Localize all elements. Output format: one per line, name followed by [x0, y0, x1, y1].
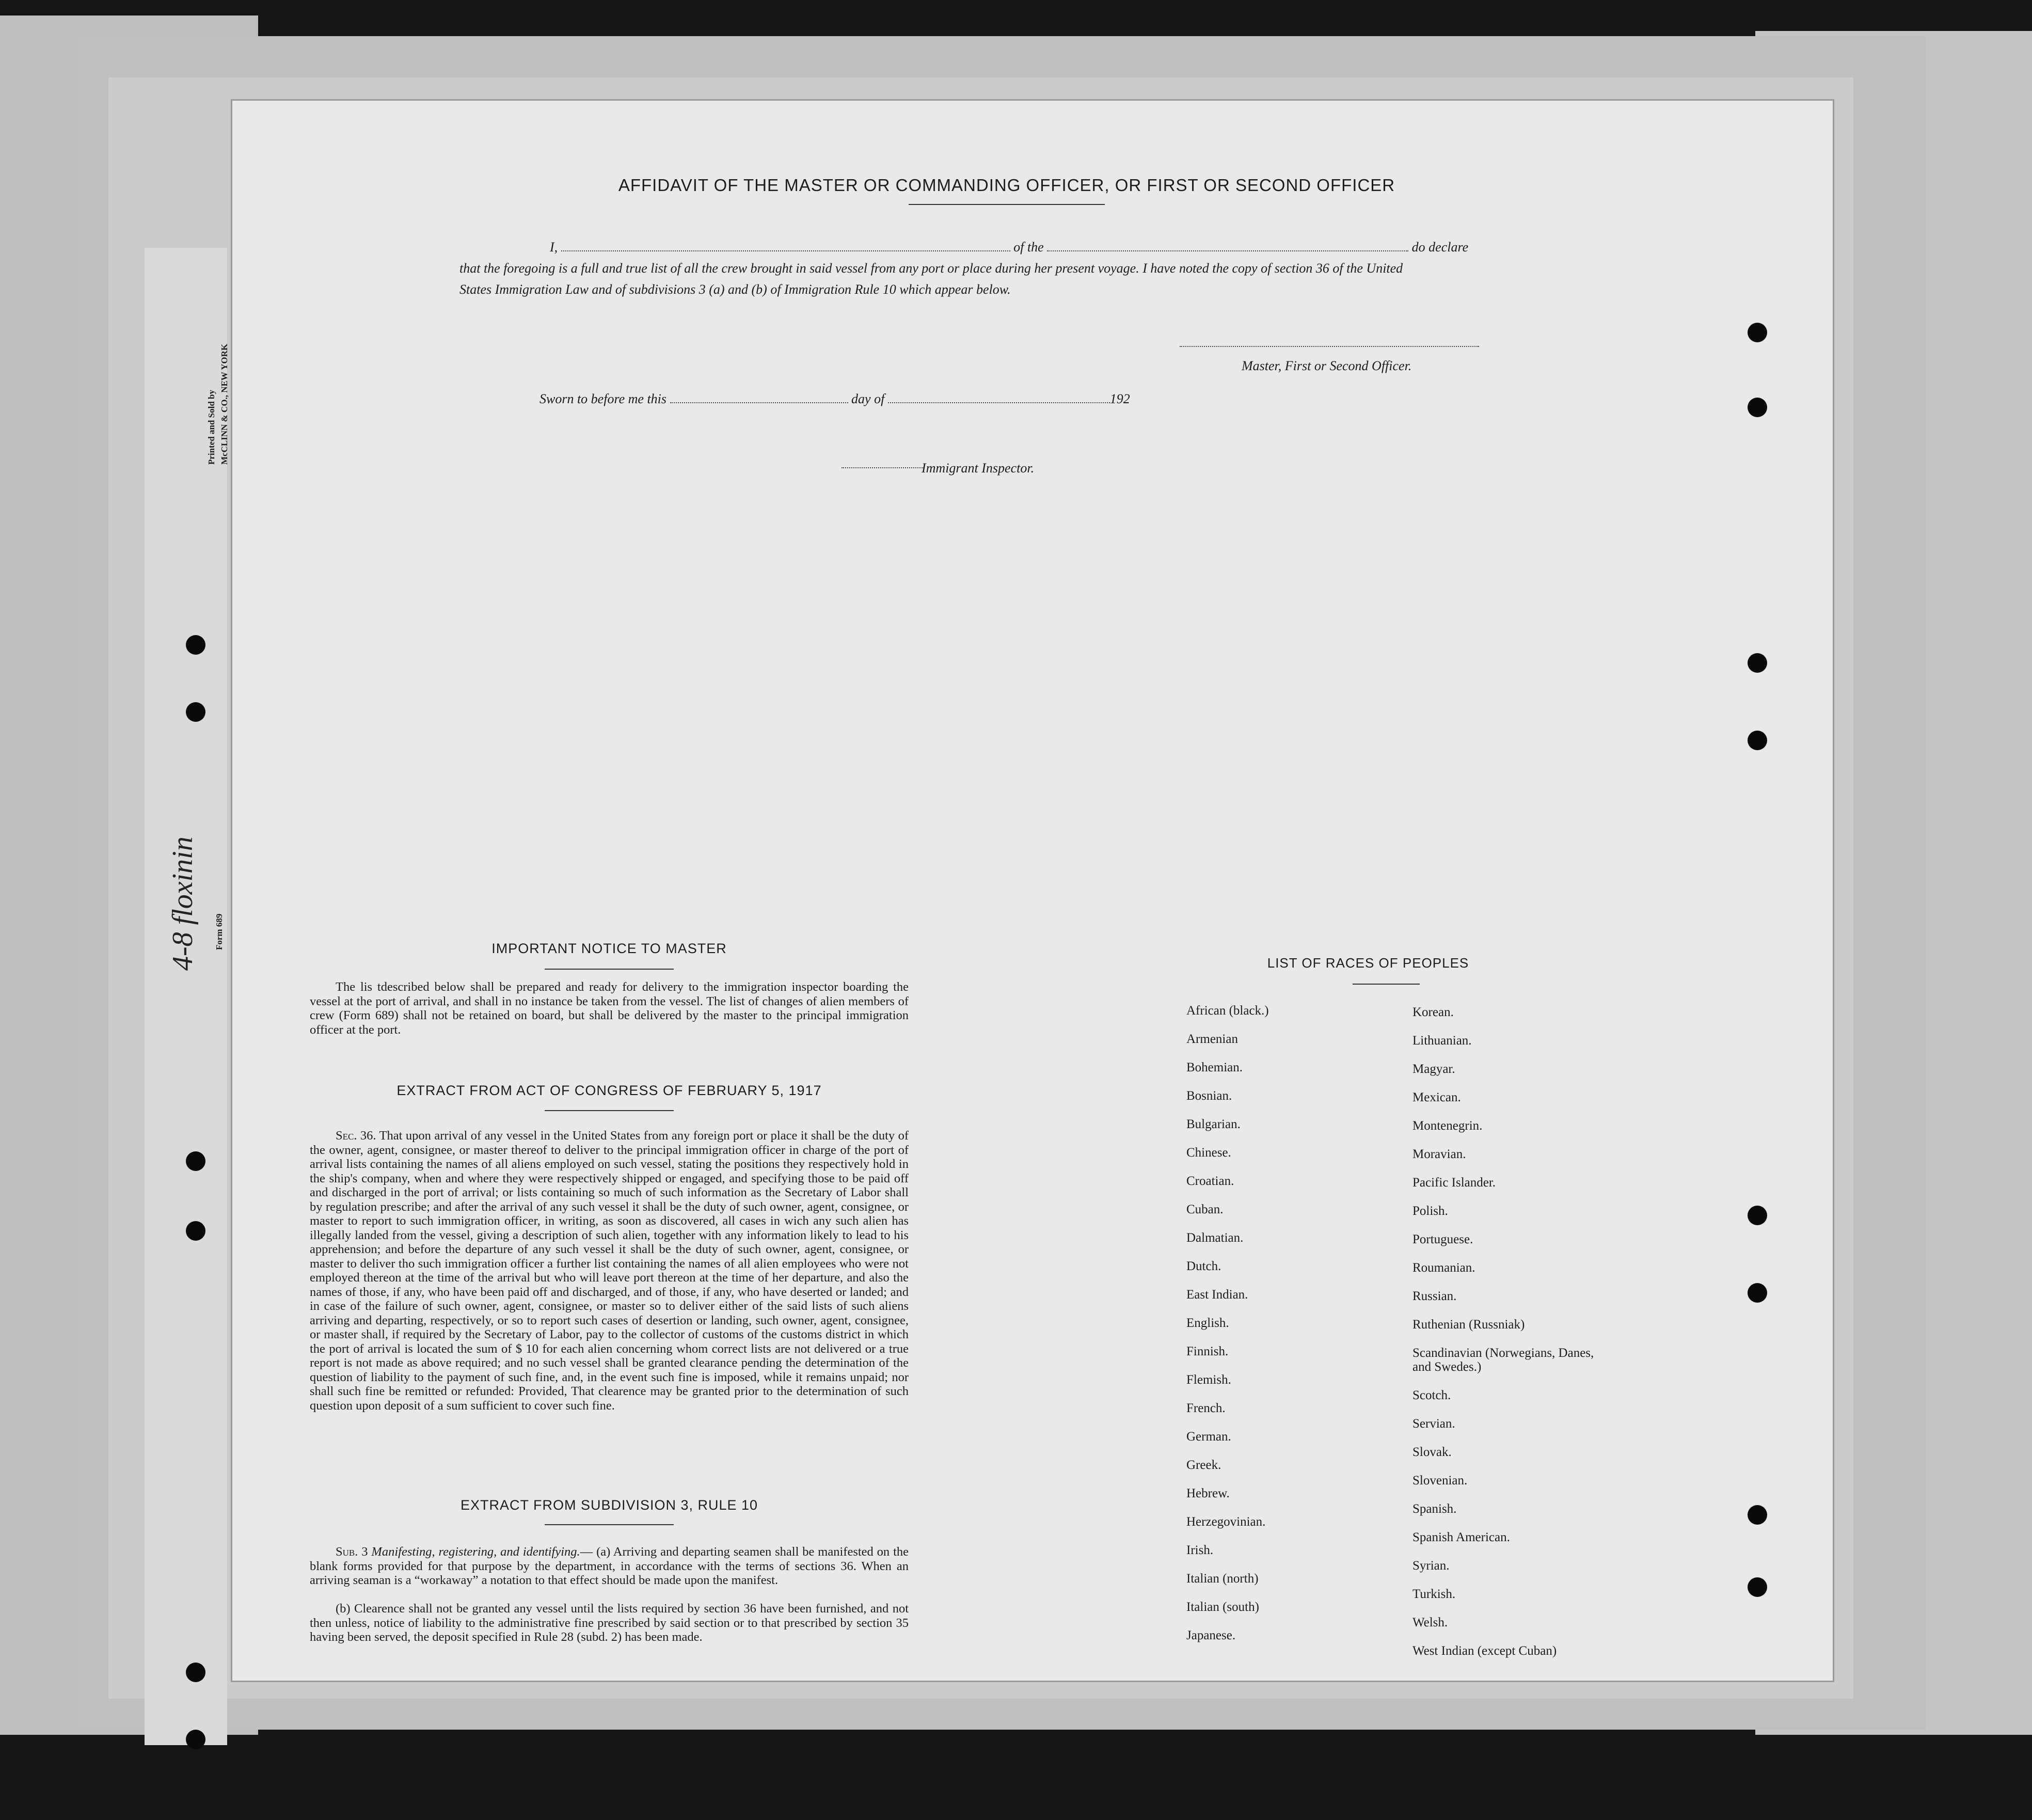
sub-label: Sub. 3 — [336, 1545, 368, 1559]
vessel-name-field[interactable] — [1047, 240, 1408, 251]
punch-hole — [1748, 323, 1767, 342]
notice-title: IMPORTANT NOTICE TO MASTER — [491, 941, 727, 956]
punch-hole — [1748, 1577, 1767, 1597]
section-label: Sec. 36. — [336, 1129, 376, 1143]
race-item: Chinese. — [1186, 1146, 1231, 1160]
race-item: Slovenian. — [1412, 1474, 1468, 1487]
punch-hole — [1748, 1505, 1767, 1525]
race-item: West Indian (except Cuban) — [1412, 1644, 1557, 1658]
punch-hole — [186, 1663, 205, 1682]
left-binding-strip — [145, 248, 227, 1745]
sworn-prefix: Sworn to before me this — [539, 391, 667, 406]
race-item: French. — [1186, 1401, 1226, 1415]
race-item: Herzegovinian. — [1186, 1515, 1266, 1529]
race-item: Mexican. — [1412, 1090, 1461, 1104]
race-item: Armenian — [1186, 1032, 1238, 1046]
race-item: Servian. — [1412, 1417, 1455, 1431]
affidavit-declaration-line — [550, 240, 1479, 255]
race-item: Greek. — [1186, 1458, 1221, 1472]
sworn-month-prefix: day of — [851, 391, 885, 406]
race-item: Ruthenian (Russniak) — [1412, 1318, 1525, 1332]
race-item: Montenegrin. — [1412, 1119, 1483, 1133]
master-signature-label: Master, First or Second Officer. — [1242, 358, 1412, 373]
races-right-column — [1412, 998, 1609, 1665]
printer-label: Printed and Sold by — [207, 389, 216, 465]
race-item: Magyar. — [1412, 1062, 1455, 1076]
rule-extract-text-b: (b) Clearence shall not be granted any vessel until the lists required by section 36 have been furnished, and not then unless, notice of liability to the administrative fine prescribed by said section or to that prescribed by section 35 having been served, the deposit specified in Rule 28 (subd. 2) has been made. — [310, 1602, 909, 1644]
race-item: Moravian. — [1412, 1147, 1466, 1161]
race-item: German. — [1186, 1430, 1231, 1444]
race-item: Bohemian. — [1186, 1061, 1243, 1074]
race-item: Italian (south) — [1186, 1600, 1259, 1614]
punch-hole — [186, 1151, 205, 1171]
race-item: East Indian. — [1186, 1288, 1248, 1302]
race-item: Spanish American. — [1412, 1530, 1510, 1544]
race-item: Flemish. — [1186, 1373, 1231, 1387]
punch-hole — [1748, 398, 1767, 417]
punch-hole — [186, 702, 205, 722]
race-item: Italian (north) — [1186, 1572, 1259, 1586]
declarant-prefix: I, — [550, 240, 558, 255]
races-title-rule — [1353, 984, 1420, 985]
inspector-label: Immigrant Inspector. — [922, 461, 1035, 476]
race-item: Polish. — [1412, 1204, 1448, 1218]
sub-text-a: — (a) Arriving and departing seamen shall be manifested on the blank forms provided for that purpose by the department, in accordance with the terms of sections 36. When an arriving seaman is a “workaway” a notation to that effect should be made upon the manifest. — [310, 1545, 909, 1587]
race-item: Hebrew. — [1186, 1486, 1230, 1500]
race-item: Slovak. — [1412, 1445, 1452, 1459]
race-item: Roumanian. — [1412, 1261, 1475, 1275]
rule-extract-rule — [545, 1524, 674, 1525]
race-item: Spanish. — [1412, 1502, 1457, 1516]
races-title: LIST OF RACES OF PEOPLES — [1267, 955, 1469, 971]
printer-name: McCLINN & CO., NEW YORK — [219, 343, 229, 465]
race-item: Syrian. — [1412, 1559, 1450, 1573]
declare-suffix: do declare — [1411, 240, 1469, 255]
act-extract-rule — [545, 1110, 674, 1111]
sworn-month-field[interactable] — [888, 392, 1110, 403]
race-item: Dalmatian. — [1186, 1231, 1244, 1245]
punch-hole — [186, 635, 205, 655]
race-item: Croatian. — [1186, 1174, 1234, 1188]
race-item: Lithuanian. — [1412, 1034, 1472, 1048]
sworn-day-field[interactable] — [670, 392, 848, 403]
punch-hole — [1748, 1206, 1767, 1225]
race-item: Dutch. — [1186, 1259, 1221, 1273]
race-item: Korean. — [1412, 1005, 1454, 1019]
section-36-text: That upon arrival of any vessel in the United States from any foreign port or place it shall be the duty of the owner, agent, consignee, or master thereof to deliver to the principal immigration officer in charge of the port of arrival lists containing the names of all aliens employed on such vessel, stating the positions they respectively hold in the ship's company, when and where they were respectively shipped or engaged, and specifying those to be paid off and discharged in the port of arrival; or lists containing so much of such information as the Secretary of Labor shall by regulation prescribe; and after the arrival of any such vessel it shall be the duty of such owner, agent, consignee, or master to report to such immigration officer, in writing, as soon as discovered, all cases in wich any such alien has illegally landed from the vessel, giving a description of such alien, together with any information likely to lead to his apprehension; and before the departure of any such vessel it shall be the duty of such owner, agent, consignee, or master to deliver tho such immigration officer a further list containing the names of all alien employees who were not employed thereon at the time of the arrival but who will leave port thereon at the time of her departure, and also the names of those, if any, who have been paid off and discharged, and of those, if any, who have deserted or landed; and in case of the failure of such owner, agent, consignee, or master so to deliver either of the said lists of such aliens arriving and departing, respectively, or so to report such cases of desertion or landing, such owner, agent, consignee, or master shall, if required by the Secretary of Labor, pay to the collector of customs of the customs district in which the port of arrival is located the sum of $ 10 for each alien concerning whom correct lists are not delivered or a true report is not made as above required; and no such vessel shall be granted clearance pending the determination of the question of liability to the payment of such fine, and, in the event such fine is imposed, while it remains unpaid; nor shall such fine be remitted or refunded: Provided, That clearence may be granted prior to the determination of such question upon deposit of a sum sufficient to cover such fine. — [310, 1129, 909, 1413]
rule-extract-text-a — [310, 1545, 909, 1588]
race-item: Russian. — [1412, 1289, 1457, 1303]
title-underline — [909, 204, 1105, 205]
affidavit-text-line: States Immigration Law and of subdivisions 3 (a) and (b) of Immigration Rule 10 which appear below. — [459, 282, 1011, 297]
inspector-signature-field[interactable] — [842, 467, 924, 468]
race-item: Finnish. — [1186, 1344, 1229, 1358]
punch-hole — [1748, 1283, 1767, 1303]
race-item: Pacific Islander. — [1412, 1176, 1496, 1190]
notice-title-rule — [545, 969, 674, 970]
sub-heading: Manifesting, registering, and identifying. — [371, 1545, 580, 1559]
race-item: Bulgarian. — [1186, 1117, 1241, 1131]
race-item: Bosnian. — [1186, 1089, 1232, 1103]
rule-extract-title: EXTRACT FROM SUBDIVISION 3, RULE 10 — [460, 1497, 758, 1513]
race-item: Turkish. — [1412, 1587, 1456, 1601]
act-extract-text — [310, 1129, 909, 1413]
master-signature-field[interactable] — [1180, 346, 1479, 347]
punch-hole — [186, 1730, 205, 1749]
race-item: Scotch. — [1412, 1388, 1451, 1402]
handwritten-note — [166, 836, 199, 971]
sworn-year: 192 — [1109, 391, 1130, 406]
form-number-label: Form 689 — [214, 913, 224, 950]
race-item: English. — [1186, 1316, 1229, 1330]
affidavit-title: AFFIDAVIT OF THE MASTER OR COMMANDING OFFICER, OR FIRST OR SECOND OFFICER — [618, 176, 1395, 195]
vessel-prefix: of the — [1013, 240, 1044, 255]
affidavit-text-line: that the foregoing is a full and true list of all the crew brought in said vessel from any port or place during her present voyage. I have noted the copy of section 36 of the United — [459, 261, 1403, 276]
punch-hole — [1748, 653, 1767, 673]
race-item: Welsh. — [1412, 1616, 1448, 1629]
race-item: Japanese. — [1186, 1628, 1236, 1642]
sworn-line — [539, 391, 1130, 407]
declarant-name-field[interactable] — [561, 240, 1010, 251]
notice-text: The lis tdescribed below shall be prepared and ready for delivery to the immigration inspector boarding the vessel at the port of arrival, and shall in no instance be taken from the vessel. The list of changes of alien members of crew (Form 689) shall not be retained on board, but shall be delivered by the master to the principal immigration officer at the port. — [310, 980, 909, 1037]
race-item: Cuban. — [1186, 1202, 1224, 1216]
races-left-column — [1186, 996, 1269, 1650]
punch-hole — [186, 1221, 205, 1241]
handwritten-note-text: 4-8 floxinin — [167, 836, 199, 971]
race-item: Irish. — [1186, 1543, 1214, 1557]
printer-imprint — [207, 390, 217, 465]
race-item: Scandinavian (Norwegians, Danes, and Swedes.) — [1412, 1346, 1594, 1374]
printer-name-imprint — [219, 344, 230, 465]
race-item: Portuguese. — [1412, 1232, 1473, 1246]
race-item: African (black.) — [1186, 1004, 1269, 1018]
punch-hole — [1748, 731, 1767, 750]
act-extract-title: EXTRACT FROM ACT OF CONGRESS OF FEBRUARY 5, 1917 — [396, 1083, 822, 1098]
form-number — [214, 914, 225, 950]
